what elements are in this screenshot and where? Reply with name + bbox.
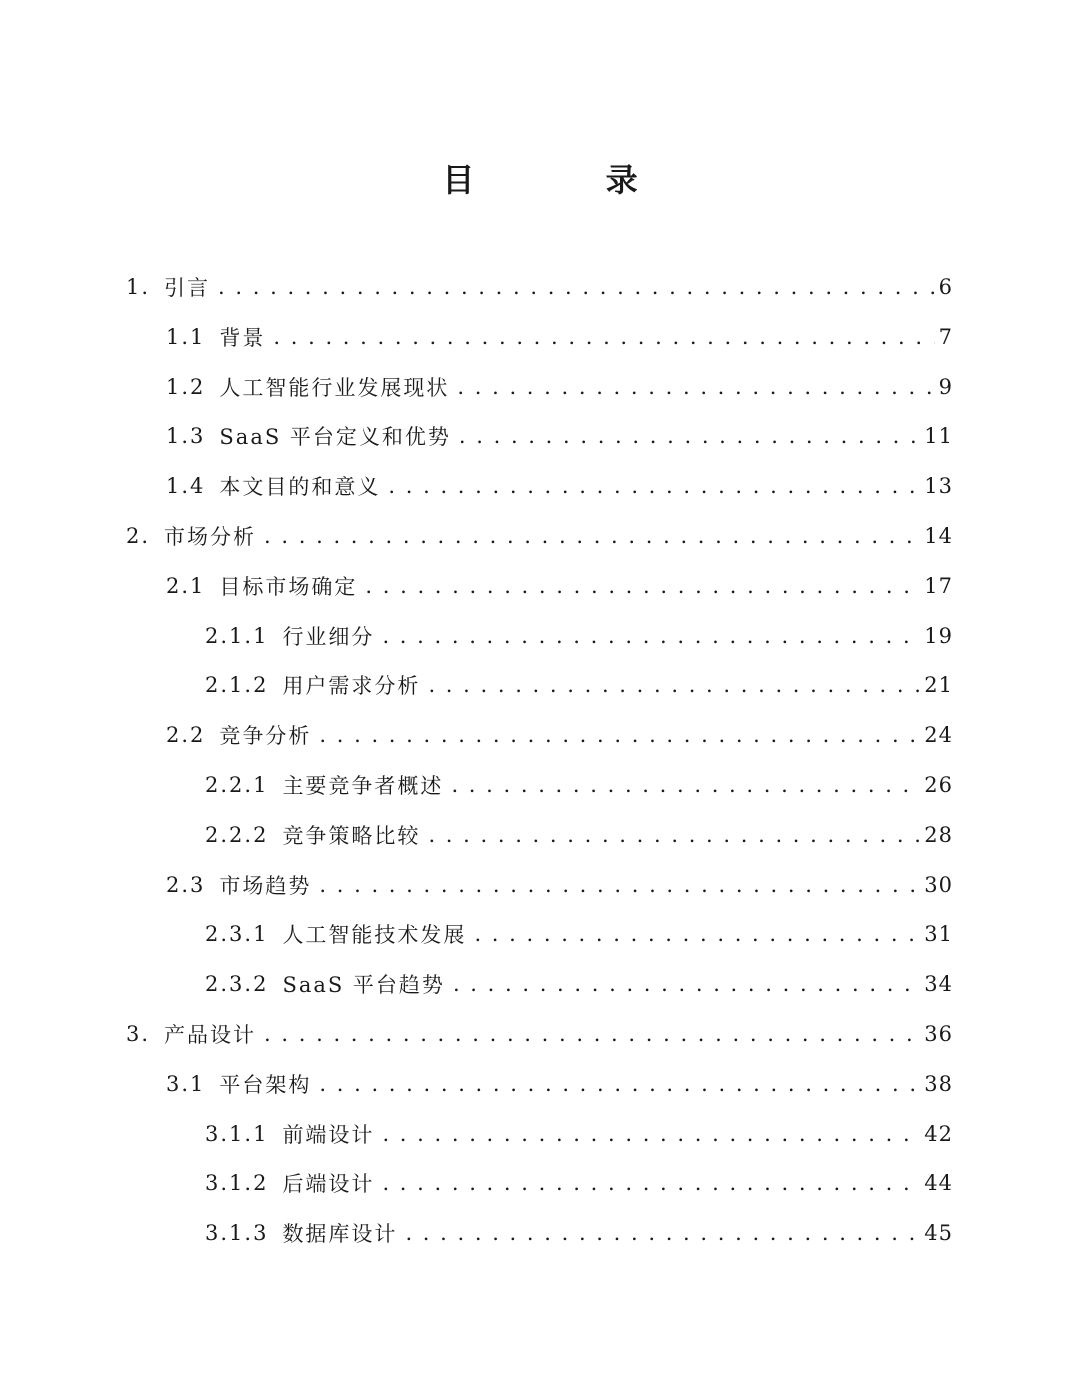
toc-entry-number: 1.1	[166, 324, 206, 349]
toc-entry[interactable]	[166, 317, 953, 357]
toc-entry[interactable]	[205, 765, 953, 805]
toc-entry-title: 竞争分析	[219, 724, 312, 749]
toc-dot-leader	[273, 325, 934, 349]
toc-entry-page-number: 19	[924, 623, 953, 648]
toc-dot-leader	[405, 1221, 920, 1245]
toc-entry-page-number: 45	[924, 1221, 953, 1246]
toc-entry[interactable]	[205, 815, 953, 855]
toc-entry-title: 背景	[219, 325, 266, 350]
toc-entry-title: SaaS 平台定义和优势	[219, 425, 451, 450]
toc-dot-leader	[319, 723, 920, 747]
toc-entry-page-number: 36	[924, 1022, 953, 1046]
toc-entry[interactable]	[166, 367, 953, 407]
toc-entry-page-number: 30	[924, 872, 953, 897]
toc-entry-page-number: 6	[938, 275, 953, 299]
toc-dot-leader	[451, 773, 920, 797]
toc-entry-number: 3.1.2	[205, 1171, 269, 1196]
toc-dot-leader	[264, 1022, 920, 1046]
toc-entry[interactable]	[205, 1163, 953, 1203]
toc-entry-page-number: 28	[924, 822, 953, 847]
toc-entry-page-number: 21	[924, 673, 953, 698]
toc-dot-leader	[382, 1122, 920, 1146]
toc-entry[interactable]	[166, 715, 953, 755]
toc-entry[interactable]	[205, 964, 953, 1004]
toc-entry-number: 2.3.1	[205, 922, 269, 947]
toc-entry-page-number: 13	[924, 474, 953, 499]
toc-entry[interactable]	[166, 416, 953, 456]
toc-entry-page-number: 26	[924, 773, 953, 797]
toc-entry-title: 目标市场确定	[219, 574, 358, 599]
toc-entry-title: 主要竞争者概述	[282, 774, 444, 798]
toc-entry-title: 行业细分	[282, 624, 375, 649]
toc-entry-page-number: 11	[924, 424, 953, 449]
toc-entry-title: 用户需求分析	[282, 674, 421, 699]
toc-entry[interactable]	[166, 566, 953, 606]
toc-entry-number: 2.3.2	[205, 972, 269, 997]
toc-entry-number: 1.4	[166, 474, 206, 499]
toc-entry-title: 市场趋势	[219, 873, 312, 898]
toc-entry-page-number: 14	[924, 524, 953, 548]
toc-dot-leader	[459, 424, 920, 448]
toc-entry-title: 平台架构	[219, 1072, 312, 1097]
toc-entry-title: 人工智能技术发展	[282, 923, 467, 948]
toc-dot-leader	[382, 1171, 920, 1195]
toc-entry-number: 2.2.2	[205, 822, 269, 847]
toc-entry-page-number: 7	[938, 324, 953, 349]
toc-dot-leader	[474, 922, 920, 946]
toc-entry-page-number: 9	[938, 374, 953, 399]
toc-dot-leader	[388, 474, 920, 498]
toc-entry-number: 2.	[126, 524, 151, 548]
toc-entry-title: SaaS 平台趋势	[282, 973, 445, 998]
toc-entry-number: 3.1.3	[205, 1221, 269, 1246]
toc-dot-leader	[264, 524, 920, 548]
toc-entry-page-number: 44	[924, 1171, 953, 1196]
toc-entry-title: 前端设计	[282, 1122, 375, 1147]
toc-entry-number: 2.2.1	[205, 773, 269, 797]
toc-entry-number: 1.	[126, 275, 151, 299]
toc-entry-page-number: 31	[924, 922, 953, 947]
toc-entry-number: 3.1.1	[205, 1121, 269, 1146]
toc-dot-leader	[319, 1072, 920, 1096]
toc-entry-number: 2.1	[166, 573, 206, 598]
toc-entry[interactable]	[126, 1014, 953, 1054]
toc-entry[interactable]	[205, 616, 953, 656]
toc-entry-page-number: 38	[924, 1071, 953, 1096]
toc-entry-title: 产品设计	[164, 1023, 257, 1047]
toc-entry[interactable]	[205, 1114, 953, 1154]
toc-entry-number: 2.2	[166, 723, 206, 748]
toc-entry-title: 市场分析	[164, 525, 257, 549]
toc-entry-title: 引言	[164, 276, 211, 300]
toc-entry[interactable]	[166, 466, 953, 506]
toc-entry-page-number: 42	[924, 1121, 953, 1146]
toc-entry-number: 2.3	[166, 872, 206, 897]
toc-dot-leader	[428, 673, 920, 697]
toc-entry[interactable]	[166, 865, 953, 905]
toc-dot-leader	[319, 873, 920, 897]
toc-entry[interactable]	[166, 1064, 953, 1104]
toc-dot-leader	[382, 624, 920, 648]
toc-entry[interactable]	[126, 516, 953, 556]
toc-dot-leader	[365, 574, 920, 598]
toc-entry[interactable]	[126, 267, 953, 307]
toc-entry-number: 1.2	[166, 374, 206, 399]
toc-entry-number: 1.3	[166, 424, 206, 449]
toc-dot-leader	[453, 972, 920, 996]
toc-entry-title: 后端设计	[282, 1172, 375, 1197]
toc-entry-number: 2.1.2	[205, 673, 269, 698]
toc-entry-title: 本文目的和意义	[219, 475, 381, 500]
toc-entry[interactable]	[205, 914, 953, 954]
toc-dot-leader	[457, 375, 934, 399]
toc-entry-page-number: 24	[924, 723, 953, 748]
toc-dot-leader	[218, 275, 935, 299]
toc-entry-title: 数据库设计	[282, 1222, 398, 1247]
toc-entry-title: 人工智能行业发展现状	[219, 375, 450, 400]
toc-entry-title: 竞争策略比较	[282, 823, 421, 848]
toc-entry-number: 3.	[126, 1022, 151, 1046]
toc-entry[interactable]	[205, 665, 953, 705]
toc-dot-leader	[428, 823, 920, 847]
page-title: 目 录	[442, 161, 698, 199]
toc-entry-number: 3.1	[166, 1071, 206, 1096]
toc-entry-page-number: 34	[924, 972, 953, 997]
toc-entry[interactable]	[205, 1213, 953, 1253]
toc-entry-page-number: 17	[924, 573, 953, 598]
toc-entry-number: 2.1.1	[205, 623, 269, 648]
